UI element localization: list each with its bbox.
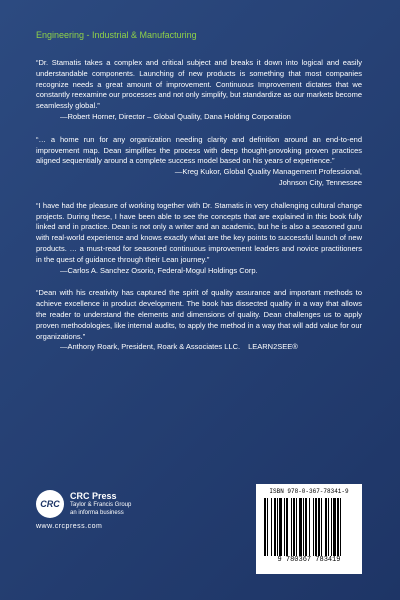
barcode-bar: [318, 498, 320, 556]
publisher-name: CRC Press: [70, 491, 117, 501]
testimonial-attribution: —Anthony Roark, President, Roark & Associates LLC.: [60, 342, 241, 352]
testimonial-quote: “I have had the pleasure of working together with Dr. Stamatis in very challenging cultural change projects. During these, I have been able to see the concepts that are explained in this book fully linked and in practice. Dean is not only a writer and an academic, but he is also a seasoned guru with real-world experience and knows exactly what are the key points to successful launch of new products. … a must-read for seasoned continuous improvement leaders and novice practitioners in the quest of guidance through their Lean journey.”: [36, 200, 362, 264]
testimonial-attribution: —Robert Horner, Director – Global Quality, Dana Holding Corporation: [60, 111, 291, 121]
barcode-bar: [337, 498, 339, 556]
barcode-bar: [340, 498, 341, 556]
publisher-text: [70, 491, 131, 517]
testimonial-1: [36, 58, 362, 123]
cover-content: [36, 30, 362, 365]
crc-press-logo: [36, 490, 131, 518]
barcode-bar: [333, 498, 336, 556]
testimonial-3: [36, 201, 362, 277]
barcode-digits: 9 780367 783419: [277, 556, 341, 564]
barcode-bar: [325, 498, 327, 556]
testimonial-quote: “Dean with his creativity has captured the spirit of quality assurance and important methods to achieve excellence in product development. The book has dissected quality in a way that allows the reader to understand the elements and dimensions of quality. Dean challenges us to apply proven methodologies, like internal audits, to apply the method in a way that will add value for our organizations.”: [36, 288, 362, 341]
barcode-bars: [262, 498, 356, 556]
isbn-text: ISBN 978-0-367-78341-9: [269, 488, 349, 495]
barcode-bar: [271, 498, 272, 556]
testimonial-attribution: —Kreg Kukor, Global Quality Management Professional,: [174, 167, 362, 177]
testimonial-quote: “Dr. Stamatis takes a complex and critical subject and breaks it down into logical and easily understandable components. Launching of new products is something that most companies recognize needs a great amount of improvement. Continuous Improvement dictates that we constantly reexamine our processes and not only simplify, but standardize as our markets become seamlessly global.”: [36, 58, 362, 111]
barcode-bar: [309, 498, 310, 556]
crc-logo-icon: CRC: [36, 490, 64, 518]
barcode-bar: [286, 498, 288, 556]
publisher-group: Taylor & Francis Group: [70, 502, 132, 508]
barcode-bar: [313, 498, 314, 556]
barcode-bar: [299, 498, 302, 556]
barcode-bars-graphic: [262, 498, 356, 556]
testimonial-quote: “… a home run for any organization needing clarity and definition around an end-to-end improvement map. Dean simplifies the process with deep thought-provoking proven practices aligned sequentially around a complete success model based on his years of experience.”: [36, 134, 362, 166]
testimonial-attribution: —Carlos A. Sanchez Osorio, Federal-Mogul Holdings Corp.: [60, 265, 258, 275]
barcode-bar: [328, 498, 329, 556]
testimonial-attribution-location: Johnson City, Tennessee: [278, 177, 362, 187]
barcode-bar: [274, 498, 276, 556]
barcode-bar: [284, 498, 285, 556]
barcode-bar: [315, 498, 317, 556]
barcode: [256, 484, 362, 574]
category-label: Engineering - Industrial & Manufacturing: [36, 30, 197, 40]
barcode-bar: [296, 498, 297, 556]
barcode-bar: [321, 498, 322, 556]
learn2see-logo: LEARN2SEE®: [248, 342, 298, 352]
testimonial-attribution-row: [36, 342, 362, 353]
testimonial-4: [36, 288, 362, 353]
publisher-url: www.crcpress.com: [36, 523, 103, 530]
barcode-bar: [303, 498, 304, 556]
barcode-bar: [305, 498, 307, 556]
barcode-bar: [277, 498, 278, 556]
barcode-bar: [279, 498, 282, 556]
publisher-tagline: an informa business: [70, 509, 124, 516]
barcode-bar: [293, 498, 295, 556]
testimonial-2: [36, 135, 362, 189]
publisher-footer: [36, 490, 131, 530]
barcode-bar: [264, 498, 266, 556]
barcode-bar: [331, 498, 332, 556]
barcode-bar: [291, 498, 292, 556]
barcode-bar: [267, 498, 268, 556]
